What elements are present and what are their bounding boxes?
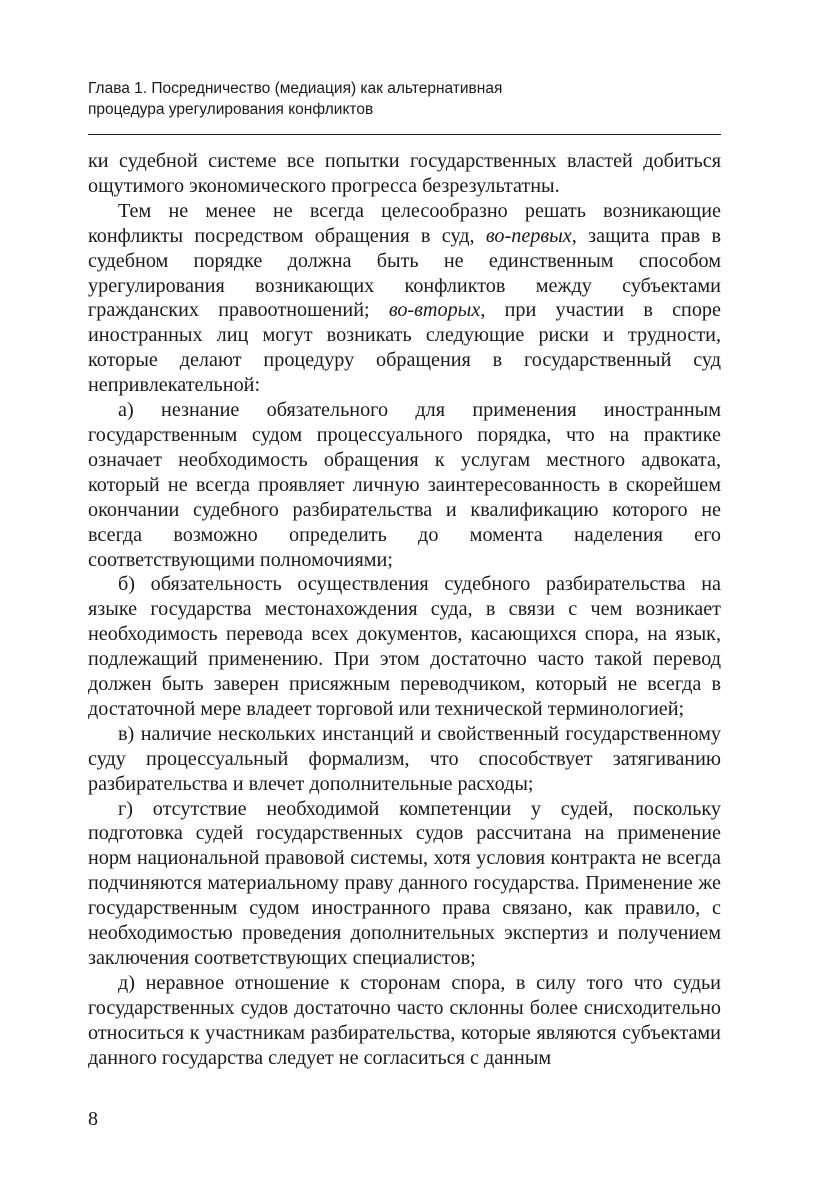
emphasis-second: во-вторых xyxy=(388,299,481,322)
emphasis-first: во-первых xyxy=(485,224,572,247)
running-head xyxy=(88,78,721,135)
paragraph-intro-text-3: , при участии в споре иностранных лиц могут возникать следующие риски и трудности, которые делают процедуру обращения в государственный суд непривлекательной: xyxy=(88,299,721,397)
body-text xyxy=(88,149,721,1071)
running-head-line-1: Глава 1. Посредничество (медиация) как альтернативная xyxy=(88,80,503,97)
page-number: 8 xyxy=(88,1108,98,1130)
running-head-line-2: процедура урегулирования конфликтов xyxy=(88,101,374,118)
paragraph-continuation: ки судебной системе все попытки государственных властей добиться ощутимого экономического прогресса безрезультатны. xyxy=(88,150,721,197)
paragraph-intro xyxy=(88,199,721,398)
list-item-v: в) наличие нескольких инстанций и свойственный государственному суду процессуальный формализм, что способствует затягиванию разбирательства и влечет дополнительные расходы; xyxy=(88,722,721,795)
list-item-b: б) обязательность осуществления судебного разбирательства на языке государства местонахождения суда, в связи с чем возникает необходимость перевода всех документов, касающихся спора, на язык, подлежащий применению. При этом достаточно часто такой перевод должен быть заверен присяжным переводчиком, который не всегда в достаточной мере владеет торговой или технической терминологией; xyxy=(88,573,721,720)
page xyxy=(88,78,721,1071)
list-item-a: а) незнание обязательного для применения иностранным государственным судом процессуального порядка, что на практике означает необходимость обращения к услугам местного адвоката, который не всегда проявляет личную заинтересованность в скорейшем окончании судебного разбирательства и квалификацию которого не всегда возможно определить до момента наделения его соответствующими полномочиями; xyxy=(88,399,721,571)
list-item-d: д) неравное отношение к сторонам спора, в силу того что судьи государственных судов достаточно часто склонны более снисходительно относиться к участникам разбирательства, которые являются субъектами данного государства следует не согласиться с данным xyxy=(88,971,721,1069)
paragraph-intro-text-1: Тем не менее не всегда целесообразно решать возникающие конфликты посредством обращения в суд, xyxy=(88,199,721,247)
paragraph-intro-text-2: , защита прав в судебном порядке должна быть не единственным способом урегулирования возникающих конфликтов между субъектами гражданских правоотношений; xyxy=(88,224,721,322)
list-item-g: г) отсутствие необходимой компетенции у судей, поскольку подготовка судей государственных судов рассчитана на применение норм национальной правовой системы, хотя условия контракта не всегда подчиняются материальному праву данного государства. Применение же государственным судом иностранного права связано, как правило, с необходимостью проведения дополнительных экспертиз и получением заключения соответствующих специалистов; xyxy=(88,797,721,969)
